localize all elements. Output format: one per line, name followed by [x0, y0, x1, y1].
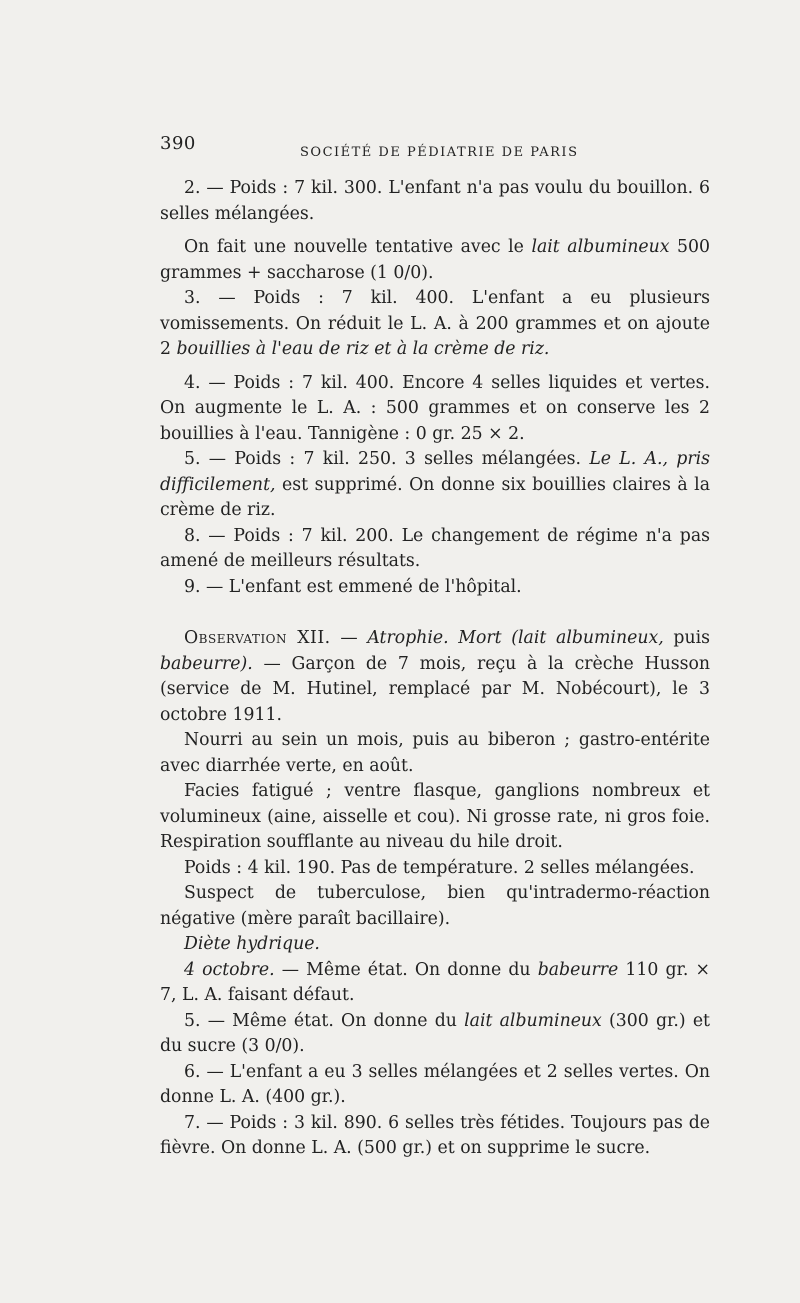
paragraph: Diète hydrique. — [184, 934, 320, 954]
observation-heading — [160, 626, 710, 728]
text-run: 500 grammes + saccharose (1 0/0). — [160, 237, 710, 283]
text-run: puis — [663, 628, 710, 648]
text-run: — Garçon de 7 mois, reçu à la crèche Husson (service de M. Hutinel, remplacé par M. Nobécourt), le 3 octobre 1911. — [160, 653, 710, 725]
paragraph: 2. — Poids : 7 kil. 300. L'enfant n'a pas voulu du bouillon. 6 selles mélangées. — [160, 178, 710, 224]
text-run: (300 gr.) et du sucre (3 0/0). — [160, 1010, 710, 1056]
text-run: On fait une nouvelle tentative avec le — [184, 237, 532, 257]
paragraph: 6. — L'enfant a eu 3 selles mélangées et 2 selles vertes. On donne L. A. (400 gr.). — [160, 1061, 710, 1107]
italic-run: lait albumineux — [464, 1010, 602, 1031]
paragraph: Facies fatigué ; ventre flasque, ganglions nombreux et volumineux (aine, aisselle et cou). Ni grosse rate, ni gros foie. Respiration soufflante au niveau du hile droit. — [160, 781, 710, 852]
text-run: — Même état. On donne du — [274, 959, 538, 980]
observation-title: Atrophie. Mort (lait albumineux, — [367, 628, 664, 648]
text-run: — — [330, 628, 368, 648]
text-run: 110 gr. × 7, L. A. faisant défaut. — [160, 959, 711, 1005]
observation-label: Observation XII. — [184, 628, 331, 648]
paragraph — [160, 447, 710, 524]
paragraph — [160, 1009, 710, 1060]
page-body — [160, 176, 710, 1162]
page-number: 390 — [160, 133, 196, 154]
paragraph: 4. — Poids : 7 kil. 400. Encore 4 selles liquides et vertes. On augmente le L. A. : 500 grammes et on conserve les 2 bouillies à l'eau. Tannigène : 0 gr. 25 × 2. — [160, 372, 710, 444]
paragraph: Nourri au sein un mois, puis au biberon ; gastro-entérite avec diarrhée verte, en août. — [160, 730, 710, 776]
page-header — [160, 133, 720, 161]
text-run: 5. — Même état. On donne du — [184, 1010, 465, 1031]
paragraph: 8. — Poids : 7 kil. 200. Le changement de régime n'a pas amené de meilleurs résultats. — [160, 525, 710, 571]
paragraph — [160, 235, 710, 286]
italic-run: lait albumineux — [531, 237, 670, 257]
observation-title: babeurre). — [160, 653, 253, 674]
text-run: 3. — Poids : 7 kil. 400. L'enfant a eu plusieurs vomissements. On réduit le L. A. à 200 grammes et on ajoute 2 — [160, 288, 710, 359]
text-run: est supprimé. On donne six bouillies claires à la crème de riz. — [160, 474, 710, 520]
italic-run: babeurre — [537, 959, 619, 980]
italic-run: Le L. A., pris difficilement, — [160, 449, 710, 495]
paragraph: 9. — L'enfant est emmené de l'hôpital. — [184, 576, 522, 597]
paragraph: Suspect de tuberculose, bien qu'intradermo-réaction négative (mère paraît bacillaire). — [160, 883, 710, 929]
paragraph: 7. — Poids : 3 kil. 890. 6 selles très fétides. Toujours pas de fièvre. On donne L. A. (500 gr.) et on supprime le sucre. — [160, 1112, 710, 1158]
italic-run: bouillies à l'eau de riz et à la crème de riz. — [176, 339, 550, 359]
running-head: SOCIÉTÉ DE PÉDIATRIE DE PARIS — [300, 145, 579, 160]
text-run: 5. — Poids : 7 kil. 250. 3 selles mélangées. — [184, 449, 590, 469]
paragraph: Poids : 4 kil. 190. Pas de température. 2 selles mélangées. — [184, 857, 695, 878]
paragraph — [160, 286, 710, 363]
paragraph — [160, 958, 710, 1009]
italic-run: 4 octobre. — [184, 959, 275, 980]
